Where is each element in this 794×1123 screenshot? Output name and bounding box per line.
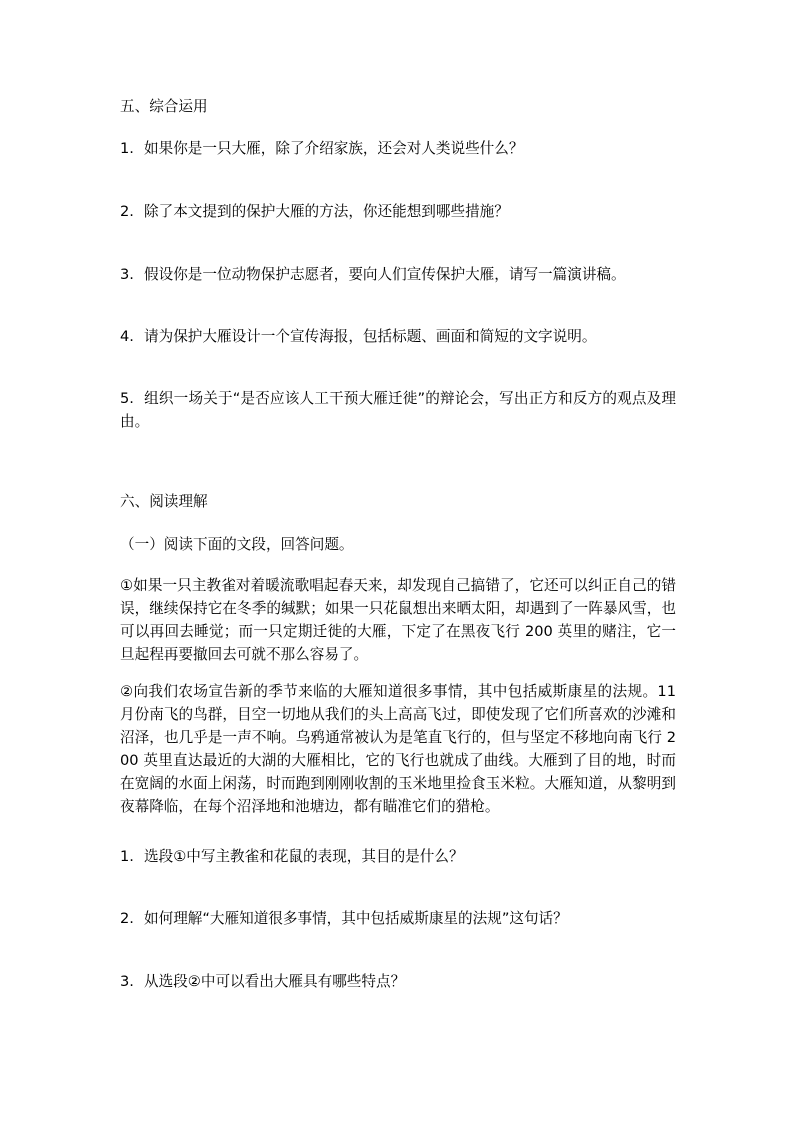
question-3 [120,263,676,286]
question-text: 如何理解“大雁知道很多事情，其中包括威斯康星的法规”这句话？ [144,910,568,927]
question-number: 1. [120,848,134,865]
question-text: 如果你是一只大雁，除了介绍家族，还会对人类说些什么？ [144,140,524,157]
question-number: 4. [120,328,134,345]
question-text: 选段①中写主教雀和花鼠的表现，其目的是什么？ [144,848,464,865]
question-4 [120,325,676,348]
passage-paragraph-2: ②向我们农场宣告新的季节来临的大雁知道很多事情，其中包括威斯康星的法规。11 月份南飞的鸟群，目空一切地从我们的头上高高飞过，即使发现了它们所喜欢的沙滩和沼泽，也几乎是一声不响。乌鸦通常被认为是笔直飞行的，但与坚定不移地向南飞行 200 英里直达最近的大湖的大雁相比，它的飞行也就成了曲线。大雁到了目的地，时而在宽阔的水面上闲荡，时而跑到刚刚收割的玉米地里捡食玉米粒。大雁知道，从黎明到夜幕降临，在每个沼泽地和池塘边，都有瞄准它们的猎枪。 [120,683,676,815]
reading-question-3 [120,970,676,993]
reading-question-2 [120,907,676,930]
section-heading: 六、阅读理解 [120,493,208,510]
reading-instruction: （一）阅读下面的文段，回答问题。 [120,536,354,553]
question-number: 5. [120,390,134,407]
question-text: 请为保护大雁设计一个宣传海报，包括标题、画面和简短的文字说明。 [144,328,597,345]
question-text: 除了本文提到的保护大雁的方法，你还能想到哪些措施？ [144,203,509,220]
question-1 [120,137,676,160]
question-2 [120,200,676,223]
question-text: 组织一场关于“是否应该人工干预大雁迁徙”的辩论会，写出正方和反方的观点及理由。 [120,390,676,430]
passage-paragraph-1: ①如果一只主教雀对着暖流歌唱起春天来，却发现自己搞错了，它还可以纠正自己的错误，继续保持它在冬季的缄默；如果一只花鼠想出来晒太阳，却遇到了一阵暴风雪，也可以再回去睡觉；而一只定期迁徙的大雁，下定了在黑夜飞行 200 英里的赌注，它一旦起程再要撤回去可就不那么容易了。 [120,577,676,663]
question-number: 2. [120,910,134,927]
question-text: 假设你是一位动物保护志愿者，要向人们宣传保护大雁，请写一篇演讲稿。 [144,266,626,283]
section-heading: 五、综合运用 [120,98,208,115]
reading-question-1 [120,845,676,868]
question-number: 3. [120,973,134,990]
question-number: 3. [120,266,134,283]
question-text: 从选段②中可以看出大雁具有哪些特点？ [144,973,406,990]
question-5 [120,387,676,433]
question-number: 1. [120,140,134,157]
question-number: 2. [120,203,134,220]
